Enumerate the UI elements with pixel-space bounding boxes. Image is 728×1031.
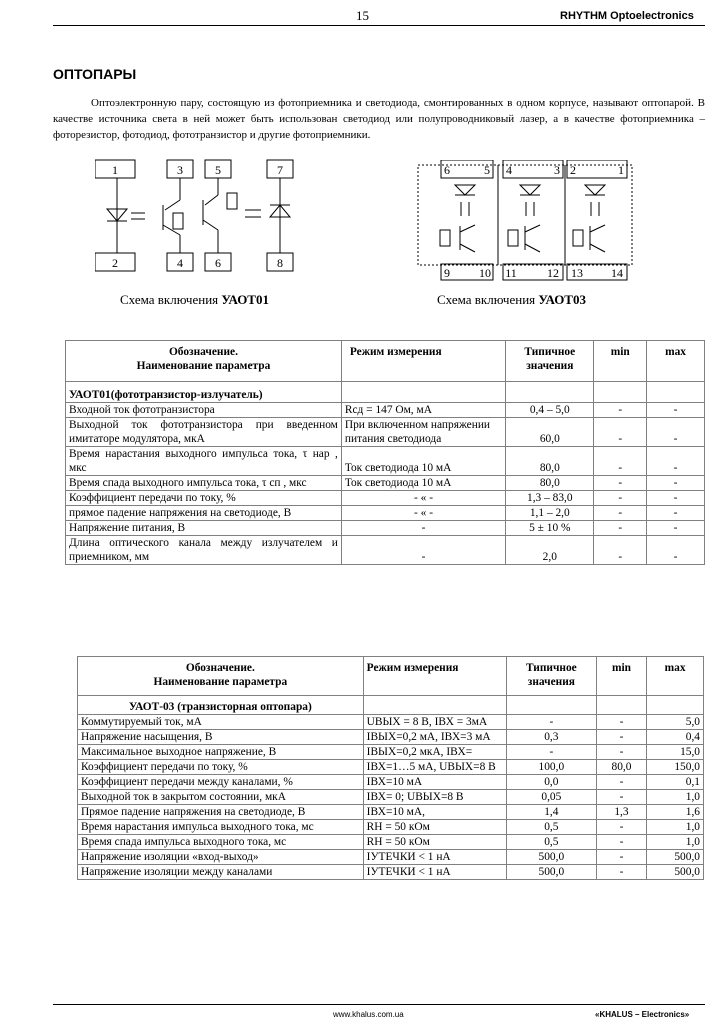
caption-uaot01 — [120, 292, 269, 308]
table-cell: 0,3 — [507, 730, 597, 745]
diagram-uaot01 — [95, 155, 315, 275]
table-cell: 100,0 — [507, 760, 597, 775]
table-row — [66, 506, 705, 521]
table-cell: 0,4 — [647, 730, 704, 745]
table-row — [66, 521, 705, 536]
pin-label: 5 — [215, 163, 221, 177]
header-cell: min — [594, 341, 647, 382]
table-cell: 1,3 – 83,0 — [506, 491, 594, 506]
pin-label: 12 — [547, 266, 559, 280]
table-cell: - — [647, 506, 705, 521]
intro-paragraph: Оптоэлектронную пару, состоящую из фотоприемника и светодиода, смонтированных в одном корпусе, называют оптопарой. В качестве источника света в ней может быть использован светодиод или полупроводниковый лазер, а в качестве фотоприемника – фоторезистор, фотодиод, фототранзистор и другие фотоприемники. — [53, 97, 705, 141]
table-cell: IВХ= 0; UВЫХ=8 В — [363, 790, 506, 805]
pin-label: 6 — [444, 163, 450, 177]
table-cell: 1,4 — [507, 805, 597, 820]
table-row — [78, 835, 704, 850]
header-cell — [507, 657, 597, 696]
table-cell: Длина оптического канала между излучателем и приемником, мм — [66, 536, 342, 565]
header-cell — [66, 341, 342, 382]
table-cell: - — [647, 476, 705, 491]
table-cell: Напряжение изоляции «вход-выход» — [78, 850, 364, 865]
table-cell: - — [596, 820, 647, 835]
table-cell: 15,0 — [647, 745, 704, 760]
table-cell: 2,0 — [506, 536, 594, 565]
table-cell: 0,5 — [507, 820, 597, 835]
header-text: Обозначение. — [185, 662, 255, 674]
table-cell: - — [596, 865, 647, 880]
header-text: Типичное — [524, 346, 576, 358]
footer-rule — [53, 1004, 705, 1005]
table-cell: Время спада импульса выходного тока, мс — [78, 835, 364, 850]
table-cell: - — [596, 835, 647, 850]
section-title: ОПТОПАРЫ — [53, 66, 137, 82]
table-cell: - — [596, 715, 647, 730]
pin-label: 4 — [177, 256, 183, 270]
table-cell: - — [596, 850, 647, 865]
table-cell: - — [594, 536, 647, 565]
section-label: УАОТ01(фототранзистор-излучатель) — [66, 382, 342, 403]
header-text: Наименование параметра — [153, 676, 288, 688]
table-cell: - « - — [341, 506, 505, 521]
header-cell: Режим измерения — [341, 341, 505, 382]
header-cell: max — [647, 657, 704, 696]
table-cell: Напряжение питания, В — [66, 521, 342, 536]
caption-text: Схема включения — [437, 292, 536, 307]
header-rule — [53, 25, 705, 26]
table-cell: - — [596, 775, 647, 790]
table-cell: 500,0 — [647, 850, 704, 865]
table-row — [66, 491, 705, 506]
table-cell: - — [647, 447, 705, 476]
table-cell: 80,0 — [506, 476, 594, 491]
table-cell: IУТЕЧКИ < 1 нА — [363, 850, 506, 865]
table-row — [78, 820, 704, 835]
table-cell: 80,0 — [596, 760, 647, 775]
table-cell: UВЫХ = 8 В, IВХ = 3мА — [363, 715, 506, 730]
table-cell: 1,6 — [647, 805, 704, 820]
brand-name: RHYTHM Optoelectronics — [560, 10, 694, 22]
params-table-uaot03 — [77, 656, 704, 880]
table-row — [78, 760, 704, 775]
pin-label: 3 — [177, 163, 183, 177]
table-cell: - — [596, 745, 647, 760]
table-cell: - « - — [341, 491, 505, 506]
table-section-row — [78, 696, 704, 715]
table-cell: Коэффициент передачи по току, % — [78, 760, 364, 775]
table-cell: IВХ=10 мА — [363, 775, 506, 790]
table-cell: 1,0 — [647, 790, 704, 805]
table-row — [78, 805, 704, 820]
table-cell: RН = 50 кОм — [363, 835, 506, 850]
table-cell: прямое падение напряжения на светодиоде, В — [66, 506, 342, 521]
table-cell: При включенном напряжении питания светодиода — [341, 418, 505, 447]
table-cell: IВЫХ=0,2 мА, IВХ=3 мА — [363, 730, 506, 745]
table-cell: Ток светодиода 10 мА — [341, 447, 505, 476]
table-cell: IВХ=10 мА, — [363, 805, 506, 820]
header-text: Наименование параметра — [136, 360, 271, 372]
caption-text: Схема включения — [120, 292, 219, 307]
table-cell: 5,0 — [647, 715, 704, 730]
params-table-uaot01 — [65, 340, 705, 565]
table-row — [66, 403, 705, 418]
table-cell: Максимальное выходное напряжение, В — [78, 745, 364, 760]
table-cell: Напряжение насыщения, В — [78, 730, 364, 745]
table-cell: - — [594, 418, 647, 447]
pin-label: 11 — [505, 266, 517, 280]
table-cell: Время спада выходного импульса тока, τ сп , мкс — [66, 476, 342, 491]
pin-label: 8 — [277, 256, 283, 270]
pin-label: 10 — [479, 266, 491, 280]
pin-label: 3 — [554, 163, 560, 177]
header-text: значения — [527, 676, 575, 688]
table-cell: 60,0 — [506, 418, 594, 447]
table-cell: - — [594, 447, 647, 476]
table-cell: IУТЕЧКИ < 1 нА — [363, 865, 506, 880]
table-cell: - — [596, 790, 647, 805]
footer-company: «KHALUS – Electronics» — [595, 1010, 690, 1019]
pin-label: 13 — [571, 266, 583, 280]
table-cell: RН = 50 кОм — [363, 820, 506, 835]
pin-label: 14 — [611, 266, 623, 280]
table-cell: 0,5 — [507, 835, 597, 850]
table-cell: 1,0 — [647, 835, 704, 850]
table-cell: Коэффициент передачи по току, % — [66, 491, 342, 506]
table-cell: - — [341, 536, 505, 565]
table-row — [78, 865, 704, 880]
pin-label: 7 — [277, 163, 283, 177]
page-number: 15 — [356, 8, 369, 23]
section-label: УАОТ-03 (транзисторная оптопара) — [78, 696, 364, 715]
table-cell: - — [341, 521, 505, 536]
footer-url: www.khalus.com.ua — [333, 1010, 404, 1019]
table-section-row — [66, 382, 705, 403]
table-row — [78, 775, 704, 790]
table-cell: 80,0 — [506, 447, 594, 476]
pin-label: 9 — [444, 266, 450, 280]
table-row — [78, 745, 704, 760]
table-cell: - — [647, 491, 705, 506]
header-text: значения — [526, 360, 574, 372]
pin-label: 2 — [570, 163, 576, 177]
table-cell: Время нарастания импульса выходного тока, мс — [78, 820, 364, 835]
table-cell: Коммутируемый ток, мА — [78, 715, 364, 730]
caption-uaot03 — [437, 292, 586, 308]
table-cell: IВЫХ=0,2 мкА, IВХ= — [363, 745, 506, 760]
table-cell: 500,0 — [507, 865, 597, 880]
table-cell: 1,3 — [596, 805, 647, 820]
caption-part: УАОТ03 — [538, 292, 586, 307]
table-cell: 0,05 — [507, 790, 597, 805]
table-cell: 1,0 — [647, 820, 704, 835]
table-cell: 150,0 — [647, 760, 704, 775]
table-cell: IВХ=1…5 мА, UВЫХ=8 В — [363, 760, 506, 775]
table-cell: 500,0 — [507, 850, 597, 865]
table-cell: - — [594, 403, 647, 418]
table-header-row — [66, 341, 705, 382]
table-row — [66, 536, 705, 565]
header-cell: Режим измерения — [363, 657, 506, 696]
caption-part: УАОТ01 — [221, 292, 269, 307]
table-cell: 0,0 — [507, 775, 597, 790]
table-cell: - — [507, 715, 597, 730]
table-cell: Время нарастания выходного импульса тока, τ нар , мкс — [66, 447, 342, 476]
table-cell: Выходной ток в закрытом состоянии, мкА — [78, 790, 364, 805]
pin-label: 5 — [484, 163, 490, 177]
table-cell: - — [647, 536, 705, 565]
table-row — [78, 850, 704, 865]
pin-label: 1 — [618, 163, 624, 177]
table-cell: - — [647, 403, 705, 418]
header-cell: max — [647, 341, 705, 382]
table-cell: 500,0 — [647, 865, 704, 880]
table-cell: - — [594, 491, 647, 506]
table-cell: 0,1 — [647, 775, 704, 790]
pin-label: 4 — [506, 163, 512, 177]
table-cell: 0,4 – 5,0 — [506, 403, 594, 418]
table-header-row — [78, 657, 704, 696]
table-cell: - — [594, 521, 647, 536]
table-cell: - — [647, 418, 705, 447]
table-cell: - — [594, 506, 647, 521]
header-cell — [506, 341, 594, 382]
header-text: Типичное — [525, 662, 577, 674]
table-cell: - — [507, 745, 597, 760]
table-row — [78, 730, 704, 745]
header-cell — [78, 657, 364, 696]
table-cell: Rсд = 147 Ом, мА — [341, 403, 505, 418]
table-row — [78, 715, 704, 730]
table-cell: - — [594, 476, 647, 491]
pin-label: 6 — [215, 256, 221, 270]
table-cell: Напряжение изоляции между каналами — [78, 865, 364, 880]
table-cell: Коэффициент передачи между каналами, % — [78, 775, 364, 790]
table-row — [78, 790, 704, 805]
pin-label: 1 — [112, 163, 118, 177]
table-cell: - — [596, 730, 647, 745]
table-cell: Ток светодиода 10 мА — [341, 476, 505, 491]
table-cell: Входной ток фототранзистора — [66, 403, 342, 418]
table-cell: Прямое падение напряжения на светодиоде, В — [78, 805, 364, 820]
header-cell: min — [596, 657, 647, 696]
header-text: Обозначение. — [168, 346, 238, 358]
table-cell: Выходной ток фототранзистора при введенном имитаторе модулятора, мкА — [66, 418, 342, 447]
pin-label: 2 — [112, 256, 118, 270]
table-cell: - — [647, 521, 705, 536]
table-cell: 1,1 – 2,0 — [506, 506, 594, 521]
table-row — [66, 447, 705, 476]
diagram-uaot03 — [415, 160, 635, 285]
table-row — [66, 476, 705, 491]
table-cell: 5 ± 10 % — [506, 521, 594, 536]
table-row — [66, 418, 705, 447]
